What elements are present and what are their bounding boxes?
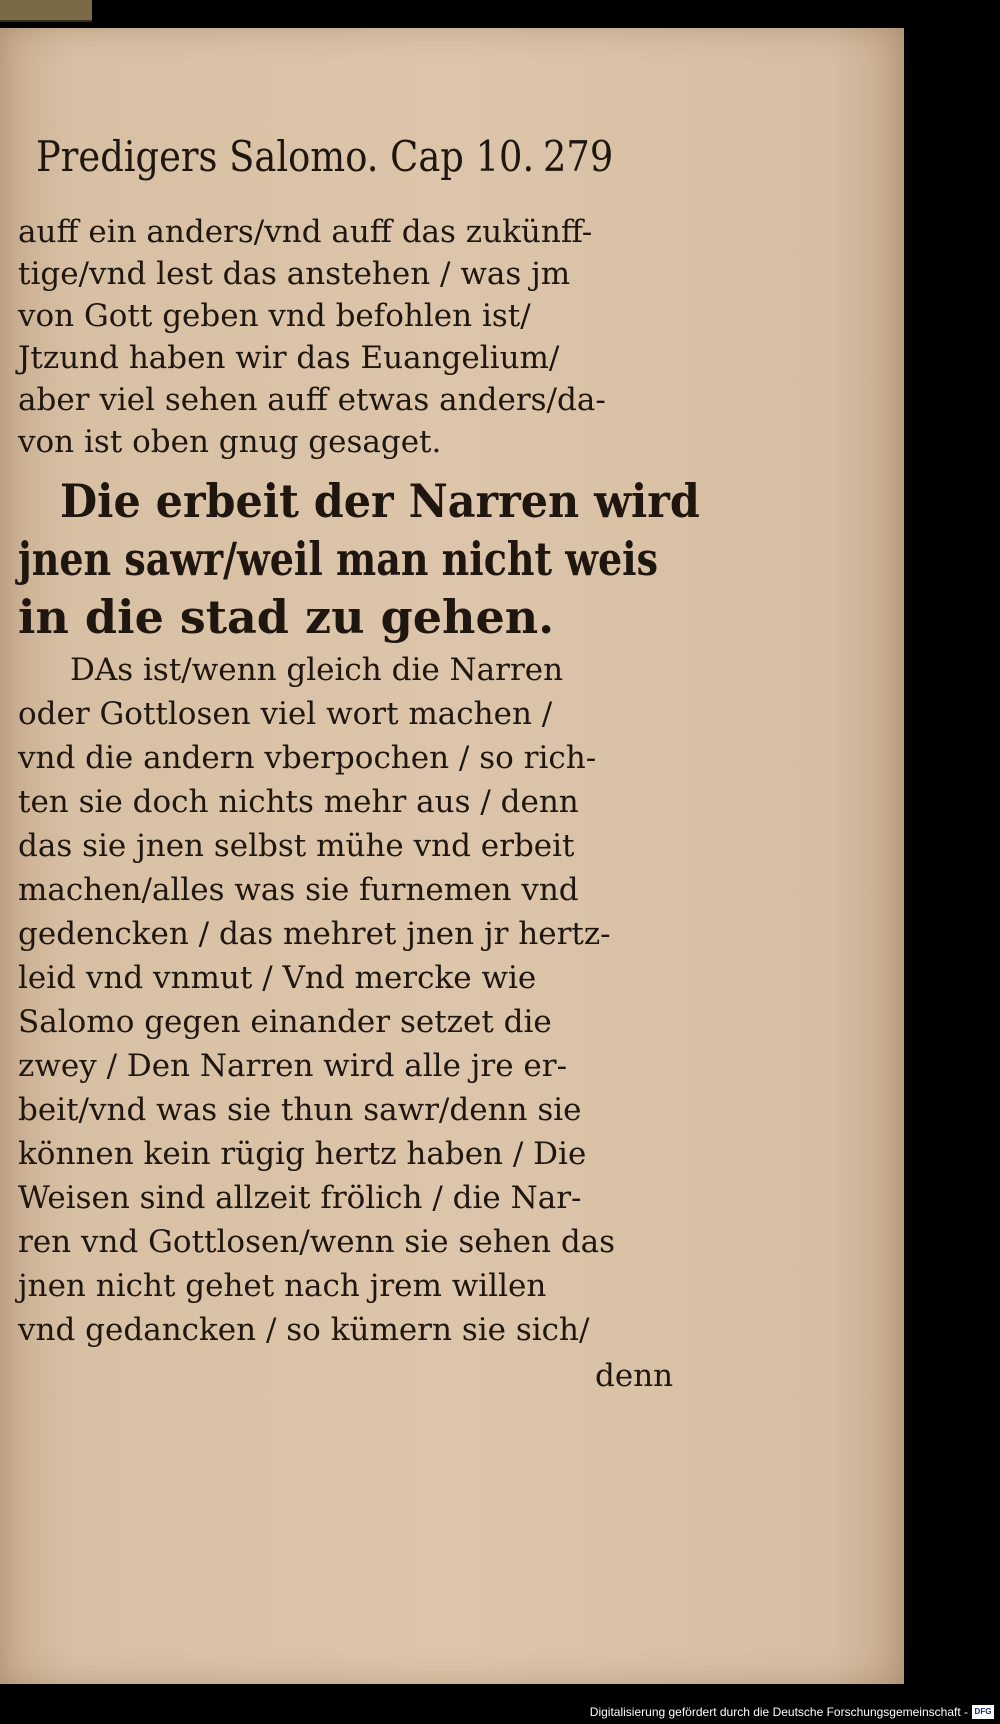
digitization-credit-bar: [0, 1700, 1000, 1724]
paragraph-line: zwey / Den Narren wird alle jre er-: [18, 1048, 568, 1084]
paragraph-line: das sie jnen selbst mühe vnd erbeit: [18, 828, 575, 864]
paragraph-line: ten sie doch nichts mehr aus / denn: [18, 784, 579, 820]
text-line: aber viel sehen auff etwas anders/da-: [18, 382, 606, 418]
paragraph-line: machen/alles was sie furnemen vnd: [18, 872, 579, 908]
running-header: [36, 132, 676, 181]
book-page: [0, 28, 904, 1684]
paragraph-line: Weisen sind allzeit frölich / die Nar-: [18, 1180, 582, 1216]
paragraph-line: vnd gedancken / so kümern sie sich/: [18, 1312, 590, 1348]
text-line: auff ein anders/vnd auff das zukünff-: [18, 214, 593, 250]
paragraph-line: leid vnd vnmut / Vnd mercke wie: [18, 960, 537, 996]
section-heading-line: jnen sawr/weil man nicht weis: [18, 532, 658, 586]
text-line: von ist oben gnug gesaget.: [18, 424, 442, 460]
text-line: Jtzund haben wir das Euangelium/: [18, 340, 560, 376]
text-line: von Gott geben vnd befohlen ist/: [18, 298, 531, 334]
catchword: denn: [595, 1358, 674, 1394]
dfg-logo: DFG: [972, 1705, 994, 1719]
running-title: Predigers Salomo. Cap 10.: [36, 132, 535, 181]
paragraph-line: oder Gottlosen viel wort machen /: [18, 696, 553, 732]
paragraph-line: vnd die andern vberpochen / so rich-: [18, 740, 597, 776]
section-heading-line: in die stad zu gehen.: [18, 590, 555, 644]
paragraph-line: Salomo gegen einander setzet die: [18, 1004, 552, 1040]
paragraph-line: DAs ist/wenn gleich die Narren: [70, 652, 564, 688]
paragraph-line: können kein rügig hertz haben / Die: [18, 1136, 587, 1172]
digitization-credit: Digitalisierung gefördert durch die Deutsche Forschungsgemeinschaft -: [589, 1705, 968, 1719]
paragraph-line: beit/vnd was sie thun sawr/denn sie: [18, 1092, 582, 1128]
corner-tab: [0, 0, 92, 22]
section-heading-line: Die erbeit der Narren wird: [60, 474, 700, 528]
text-line: tige/vnd lest das anstehen / was jm: [18, 256, 571, 292]
paragraph-line: ren vnd Gottlosen/wenn sie sehen das: [18, 1224, 616, 1260]
paragraph-line: gedencken / das mehret jnen jr hertz-: [18, 916, 611, 952]
folio-number: 279: [542, 132, 614, 181]
paragraph-line: jnen nicht gehet nach jrem willen: [18, 1268, 547, 1304]
